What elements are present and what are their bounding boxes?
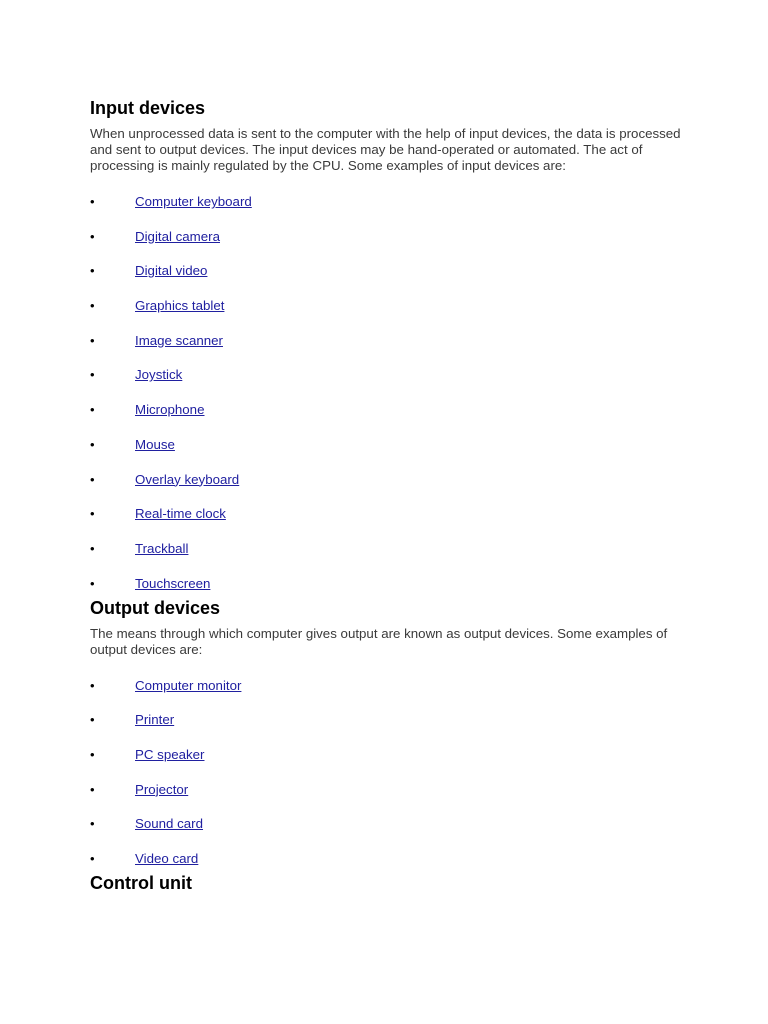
link-joystick[interactable]: Joystick (135, 367, 183, 383)
list-item (90, 676, 690, 696)
input-devices-list (90, 192, 690, 594)
list-item (90, 192, 690, 212)
link-trackball[interactable]: Trackball (135, 540, 189, 556)
link-video-card[interactable]: Video card (135, 851, 199, 866)
bullet-icon: • (90, 298, 95, 314)
link-digital-video[interactable]: Digital video (135, 263, 208, 279)
link-graphics-tablet[interactable]: Graphics tablet (135, 298, 225, 314)
link-overlay-keyboard[interactable]: Overlay keyboard (135, 471, 240, 487)
list-item (90, 780, 690, 800)
bullet-icon: • (90, 540, 95, 556)
bullet-icon: • (90, 471, 95, 487)
bullet-icon: • (90, 781, 95, 797)
list-item (90, 710, 690, 730)
bullet-icon: • (90, 712, 95, 728)
list-item (90, 745, 690, 765)
link-projector[interactable]: Projector (135, 781, 189, 797)
output-devices-list (90, 676, 690, 869)
bullet-icon: • (90, 367, 95, 383)
bullet-icon: • (90, 677, 95, 693)
bullet-icon: • (90, 332, 95, 348)
input-devices-heading: Input devices (90, 98, 206, 118)
list-item (90, 814, 690, 834)
list-item (90, 849, 690, 869)
document-page (90, 96, 690, 895)
link-microphone[interactable]: Microphone (135, 402, 205, 418)
bullet-icon: • (90, 228, 95, 244)
control-unit-heading: Control unit (90, 873, 192, 893)
list-item (90, 400, 690, 420)
link-printer[interactable]: Printer (135, 712, 175, 728)
bullet-icon: • (90, 816, 95, 832)
output-devices-intro: The means through which computer gives output are known as output devices. Some examples of output devices are: (90, 625, 668, 657)
list-item (90, 227, 690, 247)
bullet-icon: • (90, 851, 95, 866)
list-item (90, 539, 690, 559)
bullet-icon: • (90, 575, 95, 591)
bullet-icon: • (90, 746, 95, 762)
output-devices-heading: Output devices (90, 597, 221, 618)
bullet-icon: • (90, 194, 95, 209)
list-item (90, 296, 690, 316)
link-mouse[interactable]: Mouse (135, 436, 175, 452)
link-digital-camera[interactable]: Digital camera (135, 228, 220, 244)
list-item (90, 365, 690, 385)
link-pc-speaker[interactable]: PC speaker (135, 746, 205, 762)
link-image-scanner[interactable]: Image scanner (135, 332, 223, 348)
list-item (90, 261, 690, 281)
list-item (90, 331, 690, 351)
input-devices-intro: When unprocessed data is sent to the computer with the help of input devices, the data is processed and sent to output devices. The input devices may be hand-operated or automated. The act of processing is mainly regulated by the CPU. Some examples of input devices are: (90, 126, 681, 173)
link-computer-keyboard[interactable]: Computer keyboard (135, 194, 252, 209)
list-item (90, 574, 690, 594)
link-sound-card[interactable]: Sound card (135, 816, 204, 832)
link-real-time-clock[interactable]: Real-time clock (135, 506, 226, 522)
bullet-icon: • (90, 402, 95, 418)
list-item (90, 435, 690, 455)
bullet-icon: • (90, 506, 95, 522)
bullet-icon: • (90, 436, 95, 452)
list-item (90, 470, 690, 490)
link-computer-monitor[interactable]: Computer monitor (135, 677, 242, 693)
list-item (90, 504, 690, 524)
bullet-icon: • (90, 263, 95, 279)
link-touchscreen[interactable]: Touchscreen (135, 575, 211, 591)
